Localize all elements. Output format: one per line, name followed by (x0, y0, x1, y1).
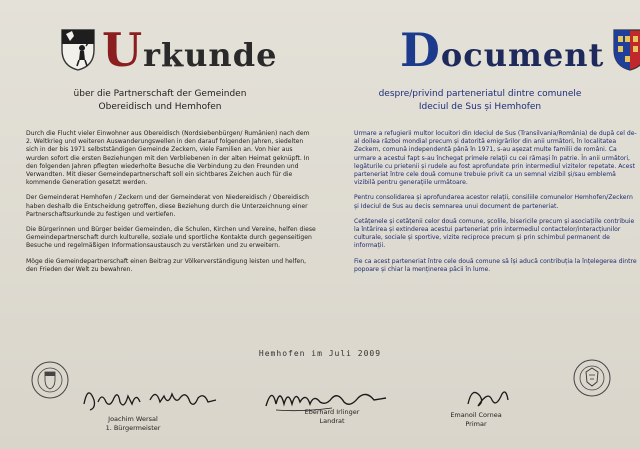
subtitle-line: despre/privind parteneriatul dintre comunele (378, 89, 582, 99)
romanian-body-text (354, 130, 638, 281)
paragraph: Urmare a refugierii multor locuitori din Ideciul de Sus (Transilvania/România) de după cel de-al doilea război mondial precum și datorită emigrărilor din anii următori, în localitatea Zeckern, comună independentă până în 1971, s-au așezat multe familii de români. Ca urmare a acestui fapt s-au închegat primele relații cu cei rămași în patrie. În anii următori, legăturile cu prietenii și rudele au fost aprofundate prin intermediul vizitelor repetate. Acest parteneriat între cele două comune trebuie privit ca un semnal vizibil și/sau emblemă vizibilă pentru generațiile următoare. (354, 130, 637, 187)
signature-wersal (80, 380, 230, 414)
signatory-name: Emanoil Cornea (450, 411, 502, 419)
paragraph: Der Gemeinderat Hemhofen / Zeckern und der Gemeinderat von Niedereidisch / Obereidisch haben deshalb die Entscheidung getroffen, diese Beziehung durch die Unterzeichnung einer Partnerschaftsurkunde zu festigen und vertiefen. (26, 194, 309, 218)
hemhofen-seal-icon (30, 360, 70, 400)
signatory-1 (73, 415, 193, 433)
romanian-title-row (400, 22, 640, 78)
signatory-role: 1. Bürgermeister (105, 424, 161, 432)
paragraph: Die Bürgerinnen und Bürger beider Gemeinden, die Schulen, Kirchen und Vereine, helfen diese Gemeindepartnerschaft durch kulturelle, soziale und sportliche Kontakte durch gegenseitigen Besuche und regelmäßigen Informationsaustausch zu verstärken und zu erweitern. (26, 226, 316, 250)
german-subtitle (0, 88, 320, 114)
title-rest: rkunde (143, 35, 278, 74)
signatory-2 (272, 408, 392, 426)
signatory-name: Joachim Wersal (108, 415, 158, 423)
hemhofen-coat-of-arms-icon (60, 28, 96, 72)
subtitle-line: über die Partnerschaft der Gemeinden (73, 89, 247, 99)
ideciu-coat-of-arms-icon (612, 28, 640, 72)
subtitle-line: Obereidisch und Hemhofen (98, 102, 222, 112)
german-document-title (102, 22, 278, 77)
paragraph: Durch die Flucht vieler Einwohner aus Obereidisch (Nordsiebenbürgen/ Rumänien) nach dem 2. Weltkrieg und weiteren Auswanderungswellen in den darauf folgenden Jahren, siedelten sich in der bis 1971 selbstständigen Gemeinde Zeckern, viele Familien an. Von hier aus wurden sofort die ersten Beziehungen mit den Verbliebenen in der alten Heimat geknüpft. In den folgenden Jahren pflegten wiederholte Besuche die Verbindung zu den Freunden und Verwandten. Mit dieser Gemeindepartnerschaft soll ein sichtbares Zeichen auch für die kommende Generation gesetzt werden. (26, 130, 310, 187)
title-initial: D (400, 22, 441, 77)
signatory-name: Eberhard Irlinger (304, 408, 360, 416)
signatory-3 (416, 411, 536, 429)
paragraph: Cetățenele și cetățenii celor două comune, școlile, bisericile precum și asociațiile contribuie la întărirea și extinderea acestui parteneriat prin intermediul contactelor/interacțiunilor culturale, sociale și sportive, vizite reciproce precum și prin schimbul permanent de informații. (354, 217, 635, 250)
romanian-document-title (400, 22, 605, 77)
paragraph: Pentru consolidarea și aprofundarea acestor relații, consiliile comunelor Hemhofen/Zeckern și Ideciul de Sus au decis semnarea unui document de parteneriat. (354, 194, 633, 210)
romania-seal-icon (572, 358, 612, 398)
signatory-role: Landrat (319, 417, 345, 425)
paragraph: Möge die Gemeindepartnerschaft einen Beitrag zur Völkerverständigung leisten und helfen, den Frieden der Welt zu bewahren. (26, 257, 307, 273)
german-body-text (26, 130, 316, 281)
date-line: Hemhofen im Juli 2009 (258, 349, 382, 358)
romanian-subtitle (320, 88, 640, 114)
signatory-role: Primar (465, 420, 487, 428)
title-rest: ocument (440, 35, 605, 74)
subtitle-line: Ideciul de Sus și Hemhofen (418, 102, 542, 112)
german-title-row (60, 22, 277, 78)
signature-cornea (458, 382, 518, 412)
title-initial: U (102, 22, 144, 77)
paragraph: Fie ca acest parteneriat între cele două comune să își aducă contribuția la înțelegerea dintre popoare și chiar la menținerea păcii în lume. (354, 257, 637, 273)
